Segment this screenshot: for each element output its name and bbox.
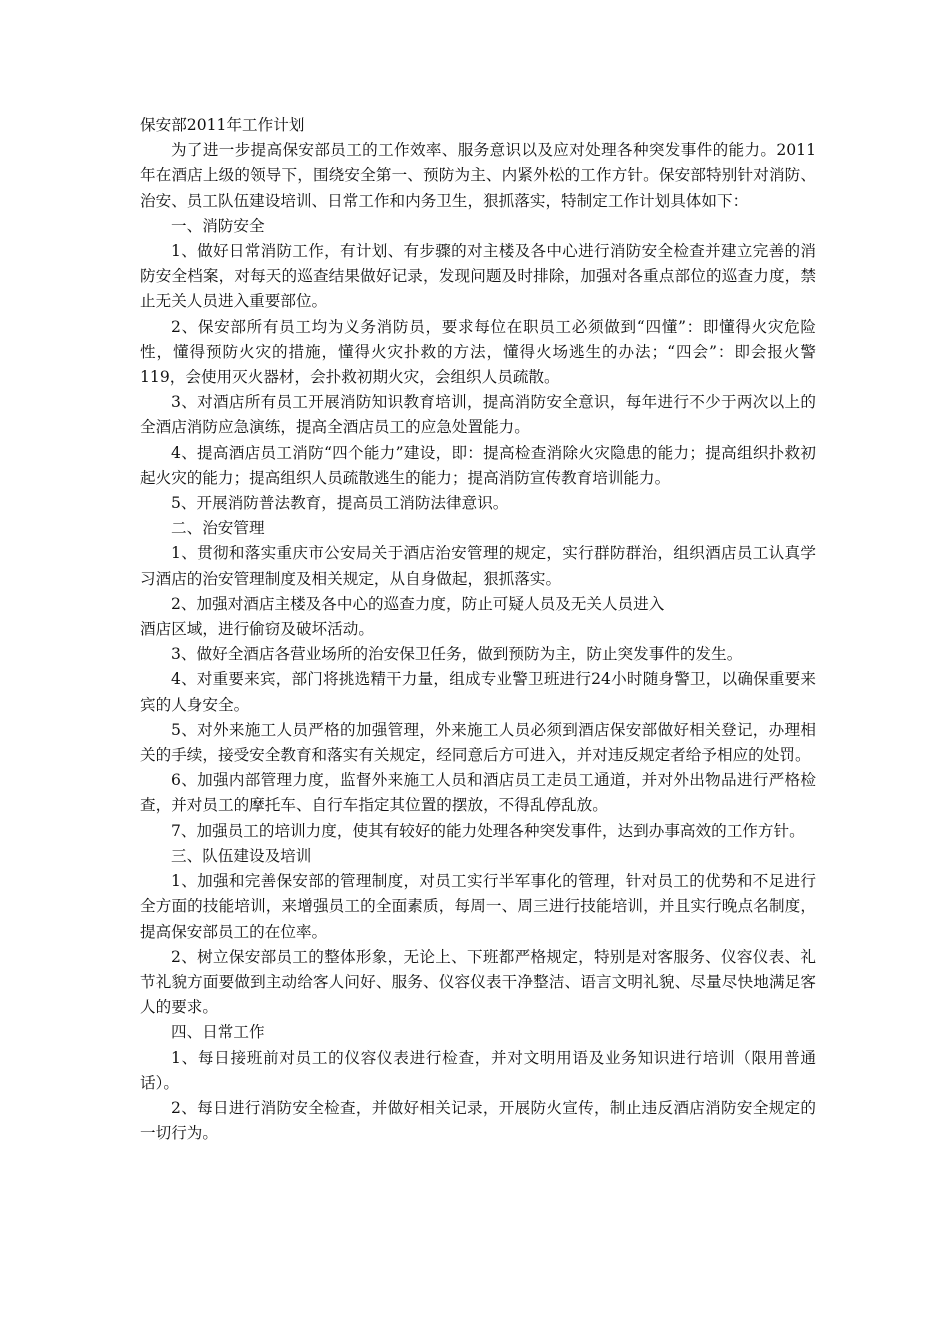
paragraph: 7、加强员工的培训力度，使其有较好的能力处理各种突发事件，达到办事高效的工作方针。 [171,821,805,840]
section-heading-public-security: 二、治安管理 [171,519,265,538]
document-page [140,113,816,1146]
document-title: 保安部2011年工作计划 [140,116,305,134]
section-heading-fire-safety: 一、消防安全 [171,216,265,235]
paragraph: 2、每日进行消防安全检查，并做好相关记录，开展防火宣传，制止违反酒店消防安全规定的一切行为。 [140,1098,816,1143]
paragraph: 4、提高酒店员工消防“四个能力”建设，即：提高检查消除火灾隐患的能力；提高组织扑救初起火灾的能力；提高组织人员疏散逃生的能力；提高消防宣传教育培训能力。 [140,443,816,487]
paragraph: 1、做好日常消防工作，有计划、有步骤的对主楼及各中心进行消防安全检查并建立完善的消防安全档案，对每天的巡查结果做好记录，发现问题及时排除，加强对各重点部位的巡查力度，禁止无关人员进入重要部位。 [140,242,816,311]
paragraph: 1、加强和完善保安部的管理制度，对员工实行半军事化的管理，针对员工的优势和不足进行全方面的技能培训，来增强员工的全面素质，每周一、周三进行技能培训，并且实行晚点名制度，提高保安部员工的在位率。 [140,872,816,941]
paragraph: 2、保安部所有员工均为义务消防员，要求每位在职员工必须做到“四懂”：即懂得火灾危险性，懂得预防火灾的措施，懂得火灾扑救的方法，懂得火场逃生的办法；“四会”：即会报火警119，会使用灭火器材，会扑救初期火灾，会组织人员疏散。 [140,317,816,387]
section-heading-team-training: 三、队伍建设及培训 [171,846,312,865]
paragraph: 2、加强对酒店主楼及各中心的巡查力度，防止可疑人员及无关人员进入 [171,594,665,613]
paragraph: 5、开展消防普法教育，提高员工消防法律意识。 [171,494,509,513]
paragraph: 2、树立保安部员工的整体形象，无论上、下班都严格规定，特别是对客服务、仪容仪表、礼节礼貌方面要做到主动给客人问好、服务、仪容仪表干净整洁、语言文明礼貌、尽量尽快地满足客人的要求。 [140,947,816,1017]
intro-paragraph: 为了进一步提高保安部员工的工作效率、服务意识以及应对处理各种突发事件的能力。2011年在酒店上级的领导下，围绕安全第一、预防为主、内紧外松的工作方针。保安部特别针对消防、治安、员工队伍建设培训、日常工作和内务卫生，狠抓落实，特制定工作计划具体如下： [140,141,816,210]
paragraph: 1、每日接班前对员工的仪容仪表进行检查，并对文明用语及业务知识进行培训（限用普通话）。 [140,1048,816,1092]
paragraph: 5、对外来施工人员严格的加强管理，外来施工人员必须到酒店保安部做好相关登记，办理相关的手续，接受安全教育和落实有关规定，经同意后方可进入，并对违反规定者给予相应的处罚。 [140,720,816,765]
paragraph: 4、对重要来宾，部门将挑选精干力量，组成专业警卫班进行24小时随身警卫，以确保重要来宾的人身安全。 [140,670,816,714]
paragraph: 6、加强内部管理力度，监督外来施工人员和酒店员工走员工通道，并对外出物品进行严格检查，并对员工的摩托车、自行车指定其位置的摆放，不得乱停乱放。 [140,771,816,815]
paragraph: 3、做好全酒店各营业场所的治安保卫任务，做到预防为主，防止突发事件的发生。 [171,645,743,664]
section-heading-daily-work: 四、日常工作 [171,1023,265,1042]
paragraph-continuation: 酒店区域，进行偷窃及破坏活动。 [140,620,374,639]
paragraph: 1、贯彻和落实重庆市公安局关于酒店治安管理的规定，实行群防群治，组织酒店员工认真学习酒店的治安管理制度及相关规定，从自身做起，狠抓落实。 [140,544,816,588]
paragraph: 3、对酒店所有员工开展消防知识教育培训，提高消防安全意识，每年进行不少于两次以上的全酒店消防应急演练，提高全酒店员工的应急处置能力。 [140,393,816,437]
